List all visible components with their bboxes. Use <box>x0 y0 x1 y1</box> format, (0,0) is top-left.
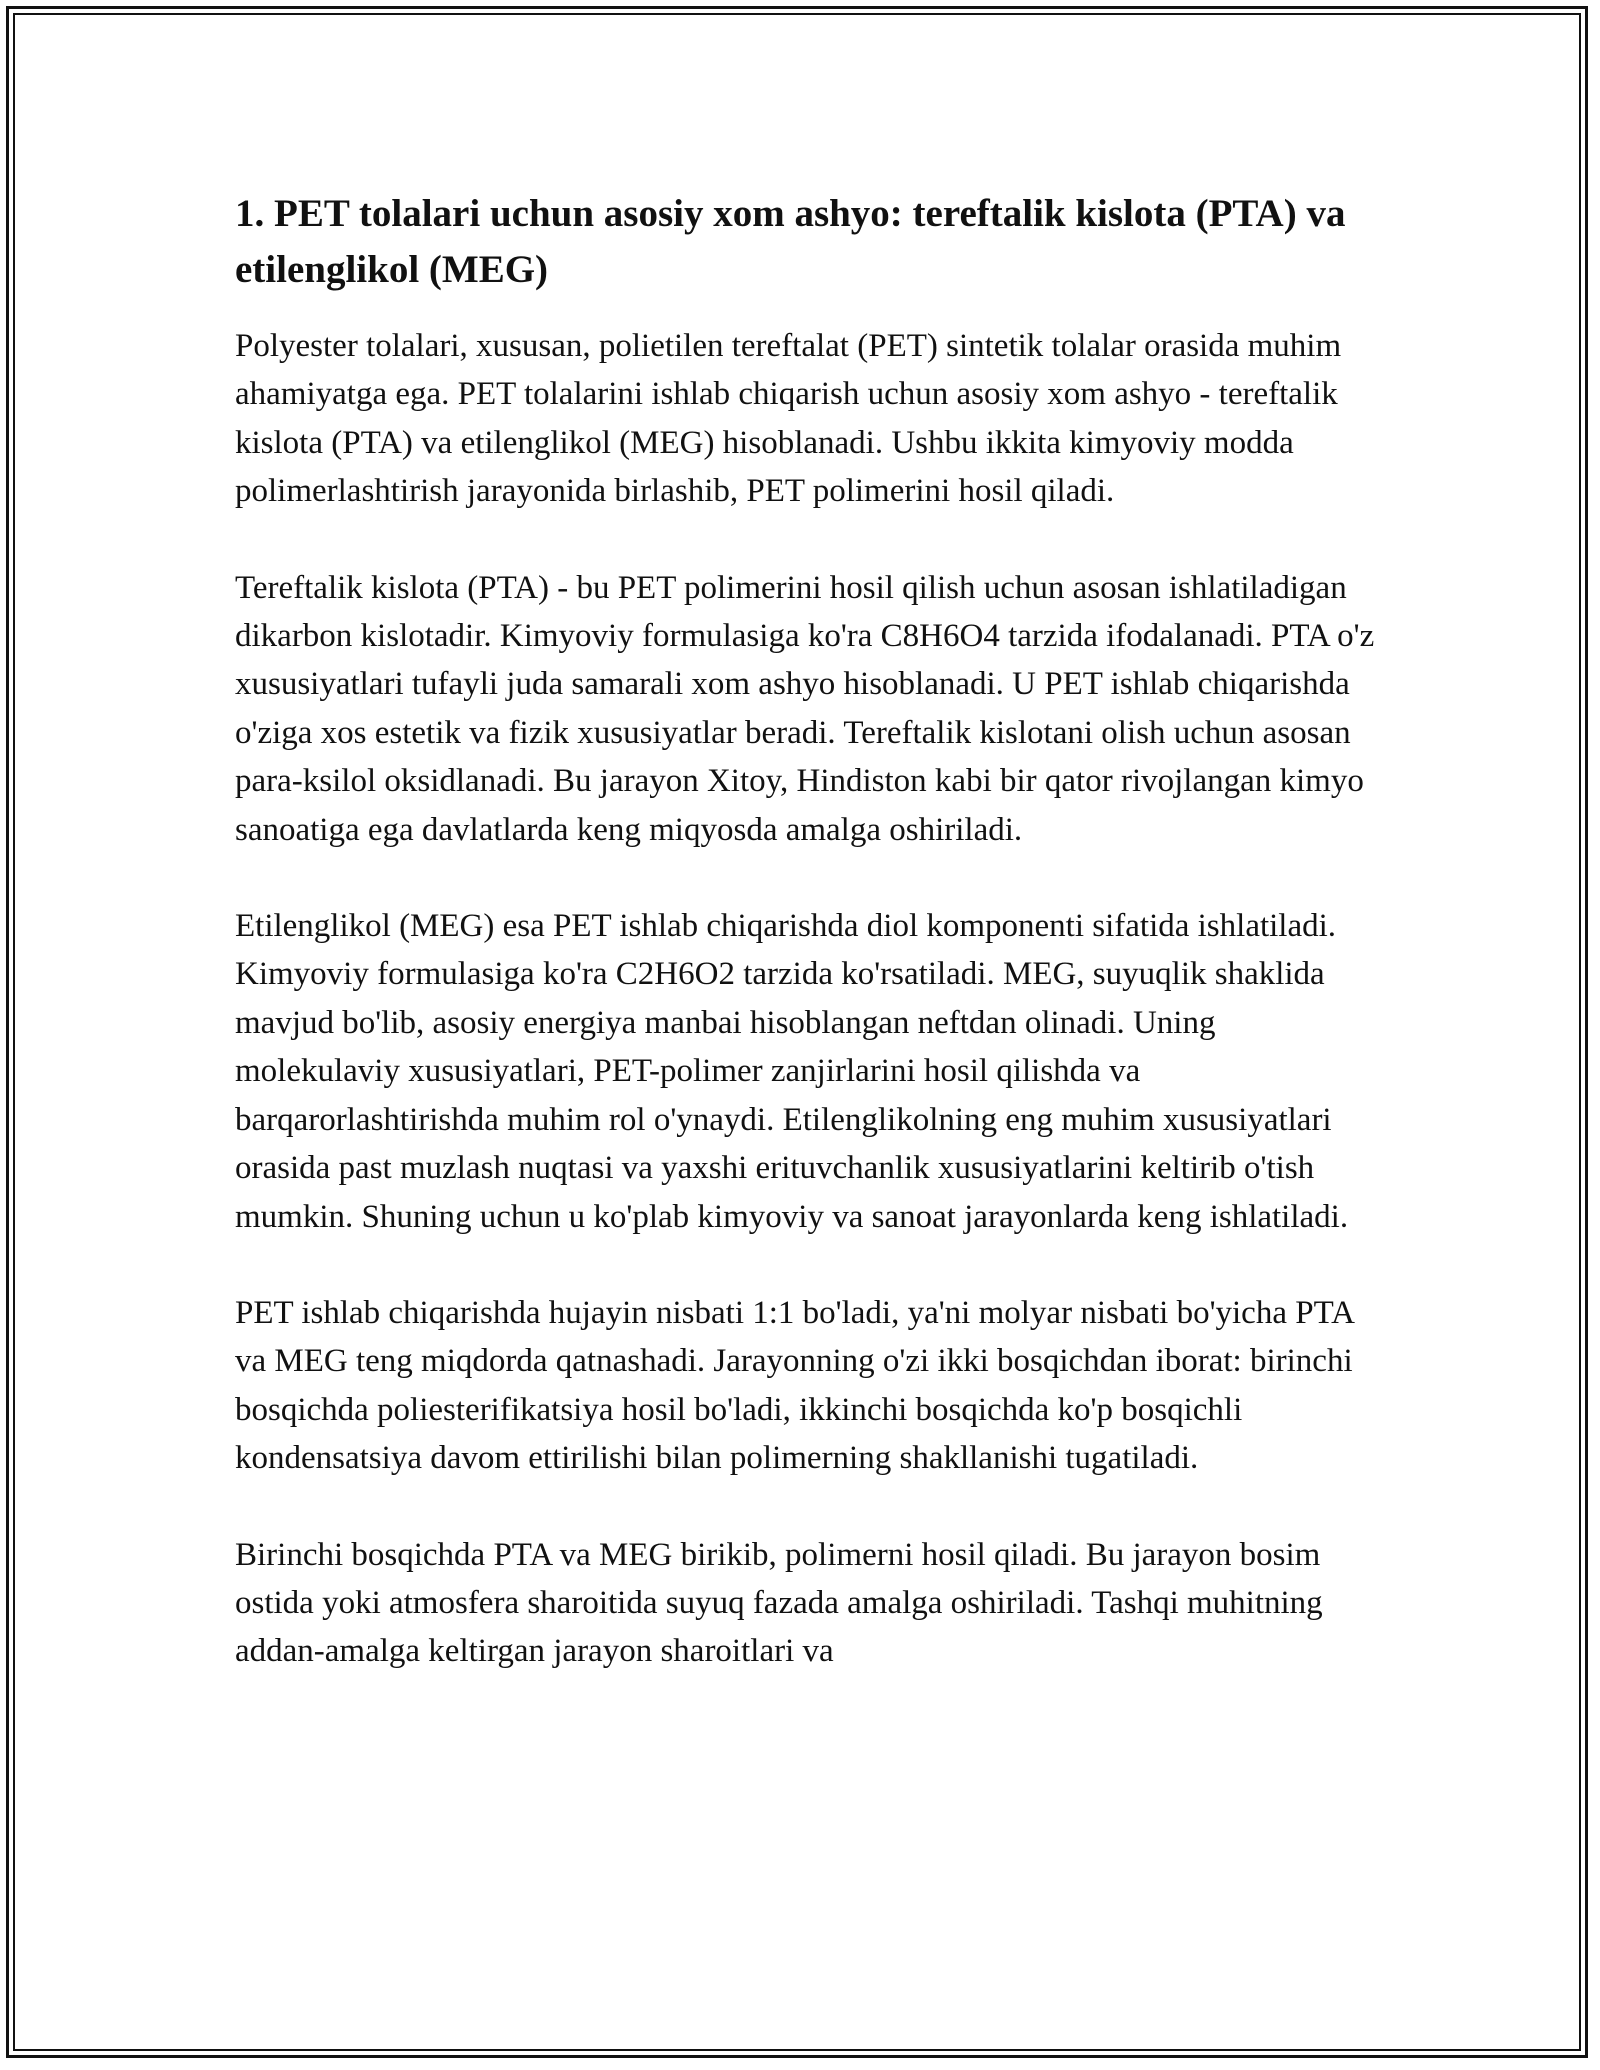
paragraph-ratio: PET ishlab chiqarishda hujayin nisbati 1:1 bo'ladi, ya'ni molyar nisbati bo'yicha PTA va MEG teng miqdorda qatnashadi. Jarayonning o'zi ikki bosqichdan iborat: birinchi bosqichda poliesterifikatsiya hosil bo'ladi, ikkinchi bosqichda ko'p bosqichli kondensatsiya davom ettirilishi bilan polimerning shakllanishi tugatiladi. <box>235 1294 1354 1477</box>
paragraph-meg: Etilenglikol (MEG) esa PET ishlab chiqarishda diol komponenti sifatida ishlatiladi. Kimyoviy formulasiga ko'ra C2H6O2 tarzida ko'rsatiladi. MEG, suyuqlik shaklida mavjud bo'lib, asosiy energiya manbai hisoblangan neftdan olinadi. Uning molekulaviy xususiyatlari, PET-polimer zanjirlarini hosil qilishda va barqarorlashtirishda muhim rol o'ynaydi. Etilenglikolning eng muhim xususiyatlari orasida past muzlash nuqtasi va yaxshi erituvchanlik xususiyatlarini keltirib o'tish mumkin. Shuning uchun u ko'plab kimyoviy va sanoat jarayonlarda keng ishlatiladi. <box>235 908 1349 1235</box>
paragraph-intro: Polyester tolalari, xususan, polietilen tereftalat (PET) sintetik tolalar orasida muhim ahamiyatga ega. PET tolalarini ishlab chiqarish uchun asosiy xom ashyo - tereftalik kislota (PTA) va etilenglikol (MEG) hisoblanadi. Ushbu ikkita kimyoviy modda polimerlashtirish jarayonida birlashib, PET polimerini hosil qiladi. <box>235 328 1342 510</box>
paragraph-pta: Tereftalik kislota (PTA) - bu PET polimerini hosil qilish uchun asosan ishlatiladigan dikarbon kislotadir. Kimyoviy formulasiga ko'ra C8H6O4 tarzida ifodalanadi. PTA o'z xususiyatlari tufayli juda samarali xom ashyo hisoblanadi. U PET ishlab chiqarishda o'ziga xos estetik va fizik xususiyatlar beradi. Tereftalik kislotani olish uchun asosan para-ksilol oksidlanadi. Bu jarayon Xitoy, Hindiston kabi bir qator rivojlangan kimyo sanoatiga ega davlatlarda keng miqyosda amalga oshiriladi. <box>235 569 1375 848</box>
paragraph-first-stage: Birinchi bosqichda PTA va MEG birikib, polimerni hosil qiladi. Bu jarayon bosim ostida yoki atmosfera sharoitida suyuq fazada amalga oshiriladi. Tashqi muhitning addan-amalga keltirgan jarayon sharoitlari va <box>235 1536 1323 1670</box>
section-heading: 1. PET tolalari uchun asosiy xom ashyo: tereftalik kislota (PTA) va etilenglikol (MEG) <box>235 192 1346 291</box>
document-body <box>235 186 1385 1724</box>
